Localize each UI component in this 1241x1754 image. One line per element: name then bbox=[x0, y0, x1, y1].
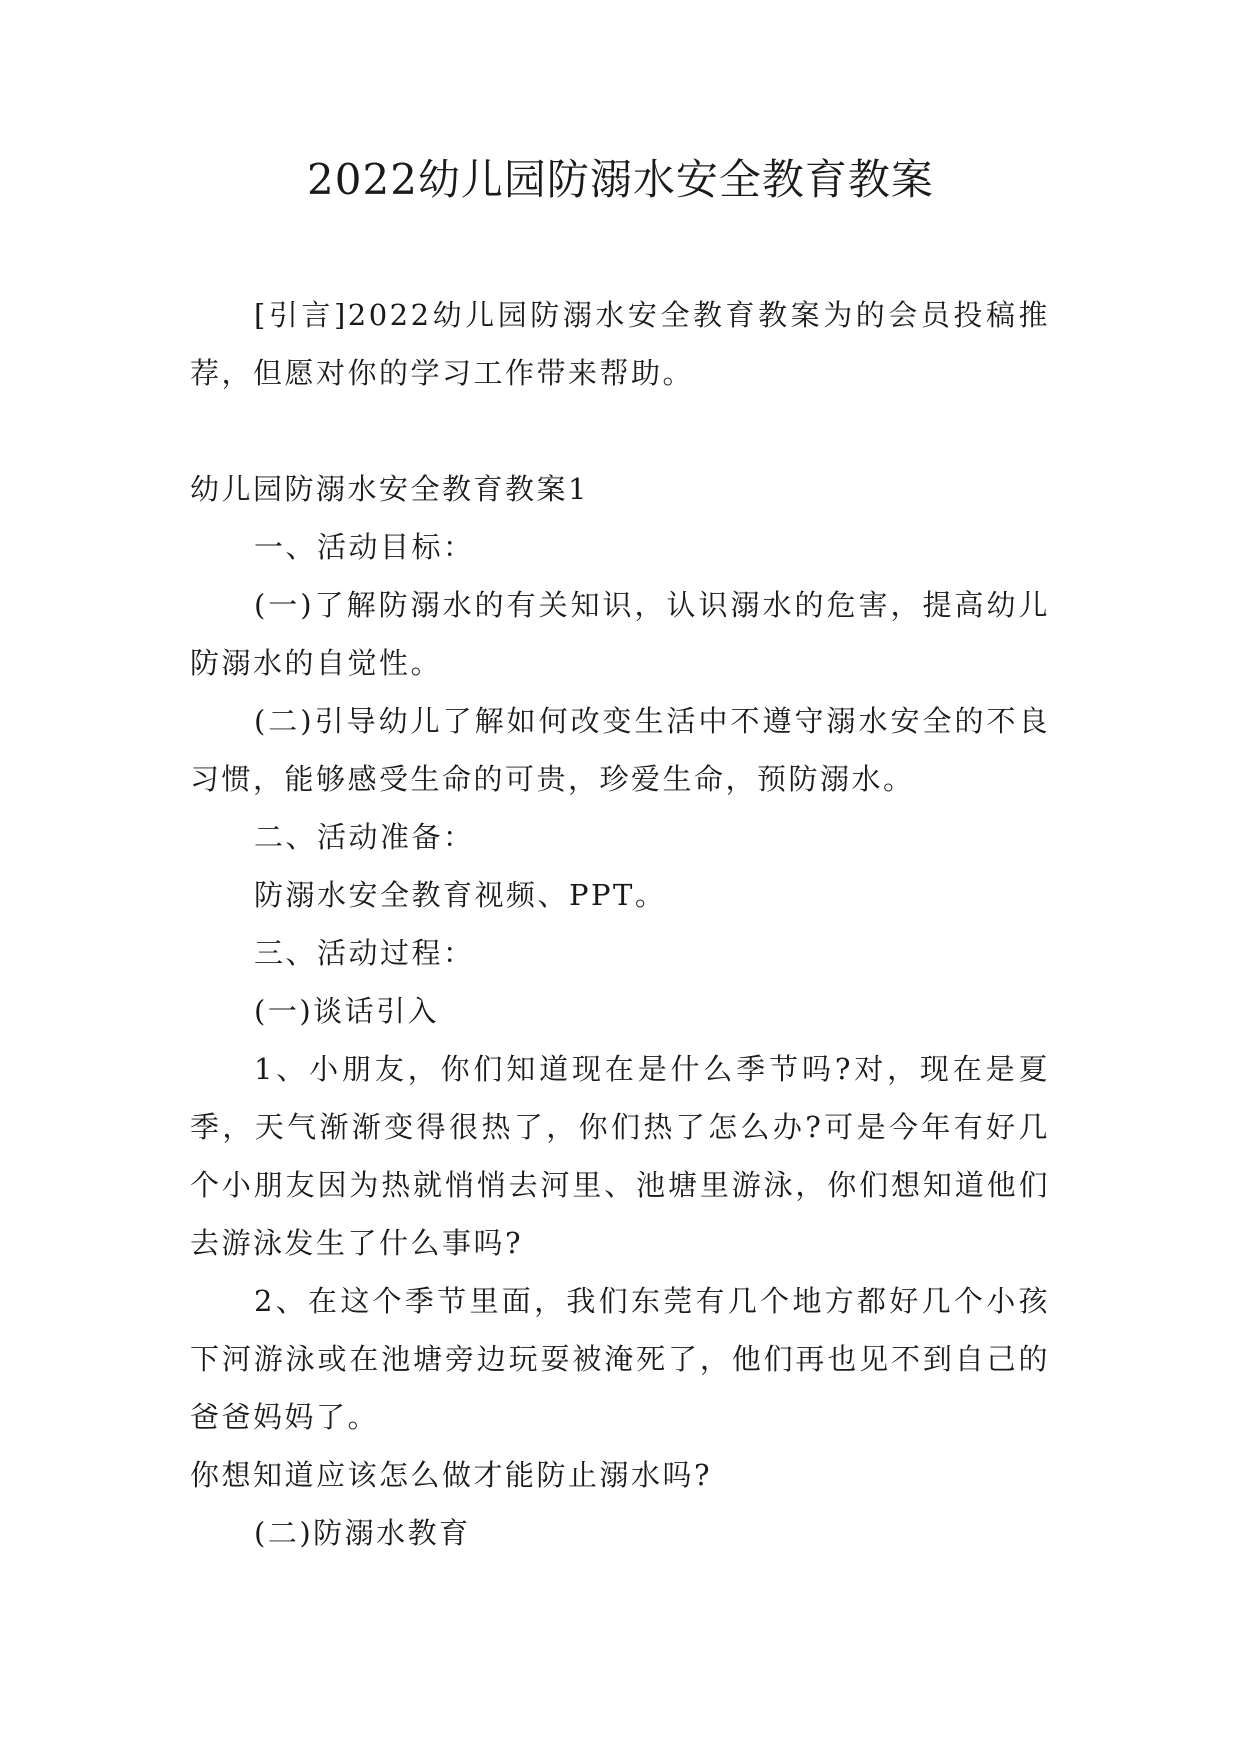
document-title: 2022幼儿园防溺水安全教育教案 bbox=[307, 155, 934, 204]
paragraph: 1、小朋友，你们知道现在是什么季节吗?对，现在是夏季，天气渐渐变得很热了，你们热了怎么办?可是今年有好几个小朋友因为热就悄悄去河里、池塘里游泳，你们想知道他们去游泳发生了什么事吗? bbox=[190, 1052, 1050, 1260]
paragraph: (二)引导幼儿了解如何改变生活中不遵守溺水安全的不良习惯，能够感受生命的可贵，珍爱生命，预防溺水。 bbox=[190, 704, 1050, 796]
flush-line: 你想知道应该怎么做才能防止溺水吗? bbox=[190, 1458, 713, 1492]
paragraph: (一)了解防溺水的有关知识，认识溺水的危害，提高幼儿防溺水的自觉性。 bbox=[190, 588, 1050, 680]
document-body bbox=[190, 286, 1050, 1562]
section-title: 幼儿园防溺水安全教育教案1 bbox=[190, 472, 589, 506]
paragraph: 一、活动目标： bbox=[254, 530, 475, 564]
paragraph: (二)防溺水教育 bbox=[254, 1516, 471, 1550]
paragraph: (一)谈话引入 bbox=[254, 994, 440, 1028]
paragraph: 防溺水安全教育视频、PPT。 bbox=[254, 878, 667, 912]
paragraph: 三、活动过程： bbox=[254, 936, 475, 970]
paragraph: 2、在这个季节里面，我们东莞有几个地方都好几个小孩下河游泳或在池塘旁边玩耍被淹死了，他们再也见不到自己的爸爸妈妈了。 bbox=[190, 1284, 1050, 1434]
paragraph: 二、活动准备： bbox=[254, 820, 475, 854]
intro-paragraph: [引言]2022幼儿园防溺水安全教育教案为的会员投稿推荐，但愿对你的学习工作带来帮助。 bbox=[190, 298, 1050, 390]
